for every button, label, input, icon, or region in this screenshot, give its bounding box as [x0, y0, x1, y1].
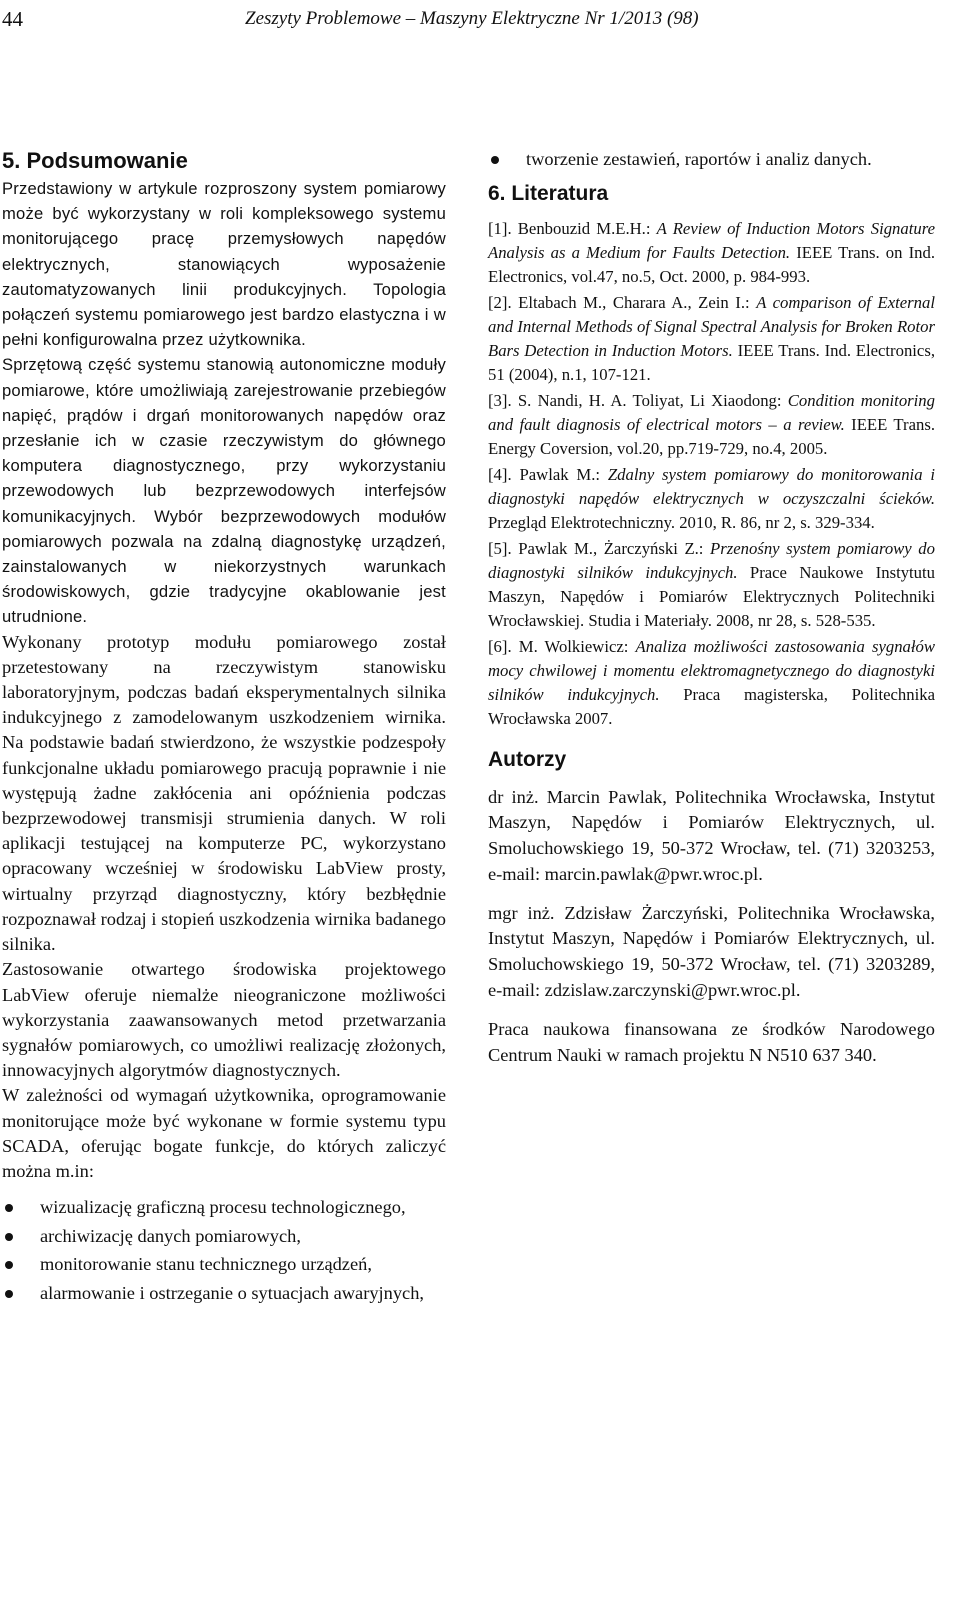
page-number: 44 [2, 7, 23, 31]
author-entry: mgr inż. Zdzisław Żarczyński, Politechnika Wrocławska, Instytut Maszyn, Napędów i Pomiarów Elektrycznych, ul. Smoluchowskiego 19, 50-372 Wrocław, tel. (71) 3203289, e-mail: zdzislaw.zarczynski@pwr.wroc.pl. [488, 902, 935, 1001]
bullet-icon [5, 1261, 13, 1269]
reference-item: [1]. Benbouzid M.E.H.: A Review of Induction Motors Signature Analysis as a Medium for Faults Detection. IEEE Trans. on Ind. Electronics, vol.47, no.5, Oct. 2000, p. 984-993. [488, 218, 935, 286]
reference-item: [4]. Pawlak M.: Zdalny system pomiarowy do monitorowania i diagnostyki napędów elektrycznych w oczyszczalni ścieków. Przegląd Elektrotechniczny. 2010, R. 86, nr 2, s. 329-334. [488, 464, 935, 532]
section-title-authors: Autorzy [488, 747, 567, 771]
features-list-continued [488, 146, 935, 173]
list-item: alarmowanie i ostrzeganie o sytuacjach awaryjnych, [2, 1280, 446, 1307]
bullet-icon [5, 1204, 13, 1212]
summary-paragraph-1: Przedstawiony w artykule rozproszony system pomiarowy może być wykorzystany w roli kompleksowego systemu monitorującego pracę przemysłowych napędów elektrycznych, stanowiących wyposażenie zautomatyzowanych linii produkcyjnych. Topologia połączeń systemu pomiarowego jest bardzo elastyczna i w pełni konfigurowalna przez użytkownika. [2, 179, 446, 350]
summary-paragraph-2: Sprzętową część systemu stanowią autonomiczne moduły pomiarowe, które umożliwiają zarejestrowanie przebiegów napięć, prądów i drgań monitorowanych napędów oraz przesłanie ich w czasie rzeczywistym do głównego komputera diagnostycznego, przy wykorzystaniu przewodowych lub bezprzewodowych interfejsów komunikacyjnych. Wybór bezprzewodowych modułów pomiarowych pozwala na zdalną diagnostykę urządzeń, zainstalowanych w niekorzystnych warunkach środowiskowych, gdzie tradycyjne okablowanie jest utrudnione. [2, 355, 446, 627]
right-column [488, 146, 935, 1081]
bullet-icon [5, 1290, 13, 1298]
bullet-icon [5, 1233, 13, 1241]
list-item: tworzenie zestawień, raportów i analiz danych. [488, 146, 935, 173]
features-list [2, 1194, 446, 1306]
references-list [488, 217, 935, 731]
reference-item: [2]. Eltabach M., Charara A., Zein I.: A comparison of External and Internal Methods of Signal Spectral Analysis for Broken Rotor Bars Detection in Induction Motors. IEEE Trans. Ind. Electronics, 51 (2004), n.1, 107-121. [488, 292, 935, 384]
author-entry: dr inż. Marcin Pawlak, Politechnika Wrocławska, Instytut Maszyn, Napędów i Pomiarów Elektrycznych, ul. Smoluchowskiego 19, 50-372 Wrocław, tel. (71) 3203253, e-mail: marcin.pawlak@pwr.wroc.pl. [488, 786, 935, 884]
bullet-icon [491, 156, 499, 164]
section-title-references: 6. Literatura [488, 181, 609, 205]
summary-paragraph-4: Zastosowanie otwartego środowiska projektowego LabView oferuje niemalże nieograniczone możliwości wykorzystania zaawansowanych metod przetwarzania sygnałów pomiarowych, co umożliwi realizację złożonych, innowacyjnych algorytmów diagnostycznych. [2, 959, 446, 1081]
list-item: wizualizację graficzną procesu technologicznego, [2, 1194, 446, 1221]
reference-item: [3]. S. Nandi, H. A. Toliyat, Li Xiaodong: Condition monitoring and fault diagnosis of electrical motors – a review. IEEE Trans. Energy Coversion, vol.20, pp.719-729, no.4, 2005. [488, 390, 935, 458]
summary-paragraph-3: Wykonany prototyp modułu pomiarowego został przetestowany na rzeczywistym stanowisku laboratoryjnym, podczas badań eksperymentalnych silnika indukcyjnego z zamodelowanym uszkodzeniem wirnika. Na podstawie badań stwierdzono, że wszystkie podzespoły funkcjonalne układu pomiarowego pracują poprawnie i nie występują żadne zakłócenia ani opóźnienia podczas bezprzewodowej transmisji strumienia danych. W roli aplikacji testującej na komputerze PC, wykorzystano opracowany wcześniej w środowisku LabView prosty, wirtualny przyrząd diagnostyczny, który bezbłędnie rozpoznawał rodzaj i stopień uszkodzenia wirnika badanego silnika. [2, 631, 446, 955]
reference-item: [6]. M. Wolkiewicz: Analiza możliwości zastosowania sygnałów mocy chwilowej i momentu elektromagnetycznego do diagnostyki silników indukcyjnych. Praca magisterska, Politechnika Wrocławska 2007. [488, 636, 935, 728]
list-item: archiwizację danych pomiarowych, [2, 1223, 446, 1250]
funding-note: Praca naukowa finansowana ze środków Narodowego Centrum Nauki w ramach projektu N N510 637 340. [488, 1018, 935, 1065]
page-header [0, 2, 960, 46]
list-item: monitorowanie stanu technicznego urządzeń, [2, 1251, 446, 1278]
journal-title: Zeszyty Problemowe – Maszyny Elektryczne Nr 1/2013 (98) [245, 8, 699, 29]
reference-item: [5]. Pawlak M., Żarczyński Z.: Przenośny system pomiarowy do diagnostyki silników indukcyjnych. Prace Naukowe Instytutu Maszyn, Napędów i Pomiarów Elektrycznych Politechniki Wrocławskiej. Studia i Materiały. 2008, nr 28, s. 528-535. [488, 538, 936, 630]
summary-paragraph-5: W zależności od wymagań użytkownika, oprogramowanie monitorujące może być wykonane w formie systemu typu SCADA, oferując bogate funkcje, do których zaliczyć można m.in: [2, 1085, 446, 1181]
section-title-summary: 5. Podsumowanie [2, 148, 188, 173]
left-column [2, 146, 446, 1308]
